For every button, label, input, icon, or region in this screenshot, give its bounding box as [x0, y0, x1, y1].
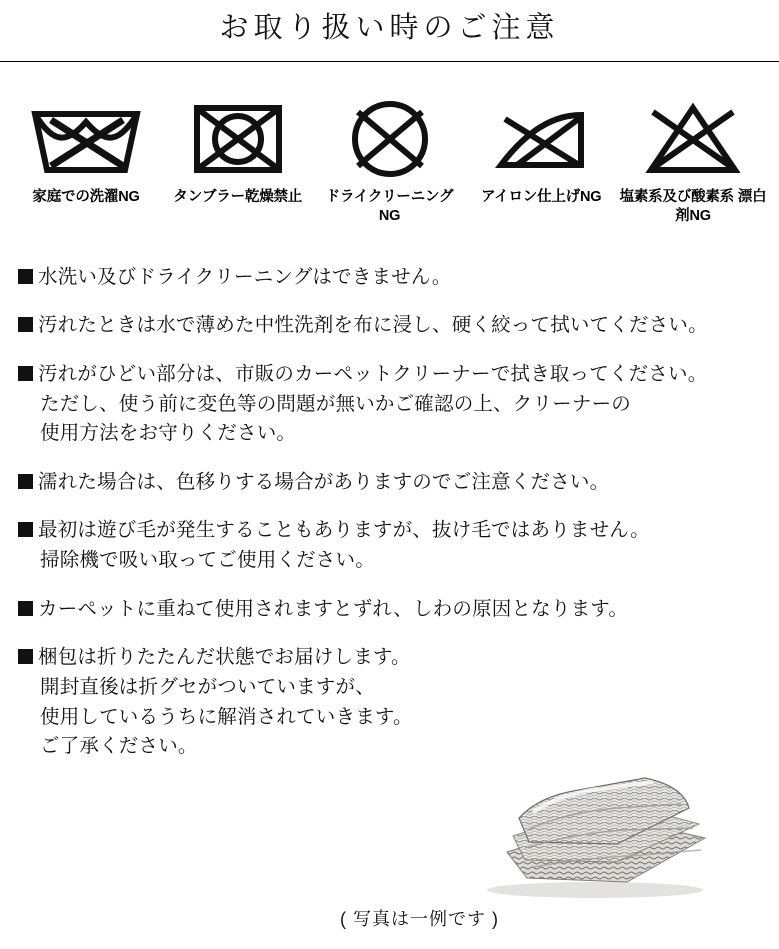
note-text: 梱包は折りたたんだ状態でお届けします。: [38, 646, 411, 669]
note-line: 開封直後は折グセがついていますが、: [40, 675, 375, 698]
title-block: [0, 0, 779, 62]
photo-caption: ( 写真は一例です ): [340, 909, 499, 929]
dry-cleaning-ng-icon: [343, 96, 437, 182]
note-item: [18, 360, 761, 449]
note-line: [18, 468, 761, 498]
bleach-ng-icon: [643, 96, 743, 182]
care-symbol-washing: [12, 96, 160, 208]
note-item: [18, 643, 761, 762]
note-item: [18, 468, 761, 498]
note-line: [18, 595, 761, 625]
bullet-square-icon: [18, 474, 33, 489]
care-symbol-caption: 塩素系及び酸素系 漂白剤NG: [619, 188, 767, 225]
note-line: ご了承ください。: [40, 735, 198, 758]
note-text: 水洗い及びドライクリーニングはできません。: [38, 265, 452, 288]
care-symbol-bleach: [619, 96, 767, 227]
note-item: [18, 311, 761, 341]
folded-rug-photo: [467, 756, 717, 901]
bullet-square-icon: [18, 649, 33, 664]
care-symbol-row: [0, 62, 779, 227]
bullet-square-icon: [18, 317, 33, 332]
care-symbol-tumble-dry: [164, 96, 312, 208]
note-line: 使用しているうちに解消されていきます。: [40, 705, 413, 728]
note-item: [18, 516, 761, 575]
note-item: [18, 595, 761, 625]
note-line: [18, 643, 761, 673]
note-text: 濡れた場合は、色移りする場合がありますのでご注意ください。: [38, 470, 610, 493]
note-line: [18, 516, 761, 546]
care-symbol-caption: タンブラー乾燥禁止: [173, 188, 303, 205]
note-line: [18, 263, 761, 293]
washing-ng-icon: [27, 96, 145, 182]
page-title: お取り扱い時のご注意: [219, 12, 560, 44]
note-item: [18, 263, 761, 293]
note-text: 最初は遊び毛が発生することもありますが、抜け毛ではありません。: [38, 519, 650, 542]
note-text: カーペットに重ねて使用されますとずれ、しわの原因となります。: [38, 597, 629, 620]
care-symbol-caption: ドライクリーニングNG: [325, 188, 454, 225]
care-symbol-iron: [467, 96, 615, 208]
bullet-square-icon: [18, 366, 33, 381]
bullet-square-icon: [18, 522, 33, 537]
care-symbol-caption: アイロン仕上げNG: [481, 188, 602, 205]
notes-list: [0, 227, 779, 762]
iron-ng-icon: [491, 96, 591, 182]
note-line: ただし、使う前に変色等の問題が無いかご確認の上、クリーナーの: [40, 392, 632, 415]
note-line: 掃除機で吸い取ってご使用ください。: [40, 549, 375, 572]
note-line: [18, 360, 761, 390]
note-line: 使用方法をお守りください。: [40, 422, 297, 445]
note-text: 汚れたときは水で薄めた中性洗剤を布に浸し、硬く絞って拭いてください。: [38, 314, 708, 337]
note-line: [18, 311, 761, 341]
note-text: 汚れがひどい部分は、市販のカーペットクリーナーで拭き取ってください。: [38, 362, 708, 385]
bullet-square-icon: [18, 601, 33, 616]
care-symbol-caption: 家庭での洗濯NG: [32, 188, 140, 205]
bullet-square-icon: [18, 269, 33, 284]
care-symbol-dry-cleaning: [316, 96, 464, 227]
tumble-dry-ng-icon: [191, 96, 285, 182]
